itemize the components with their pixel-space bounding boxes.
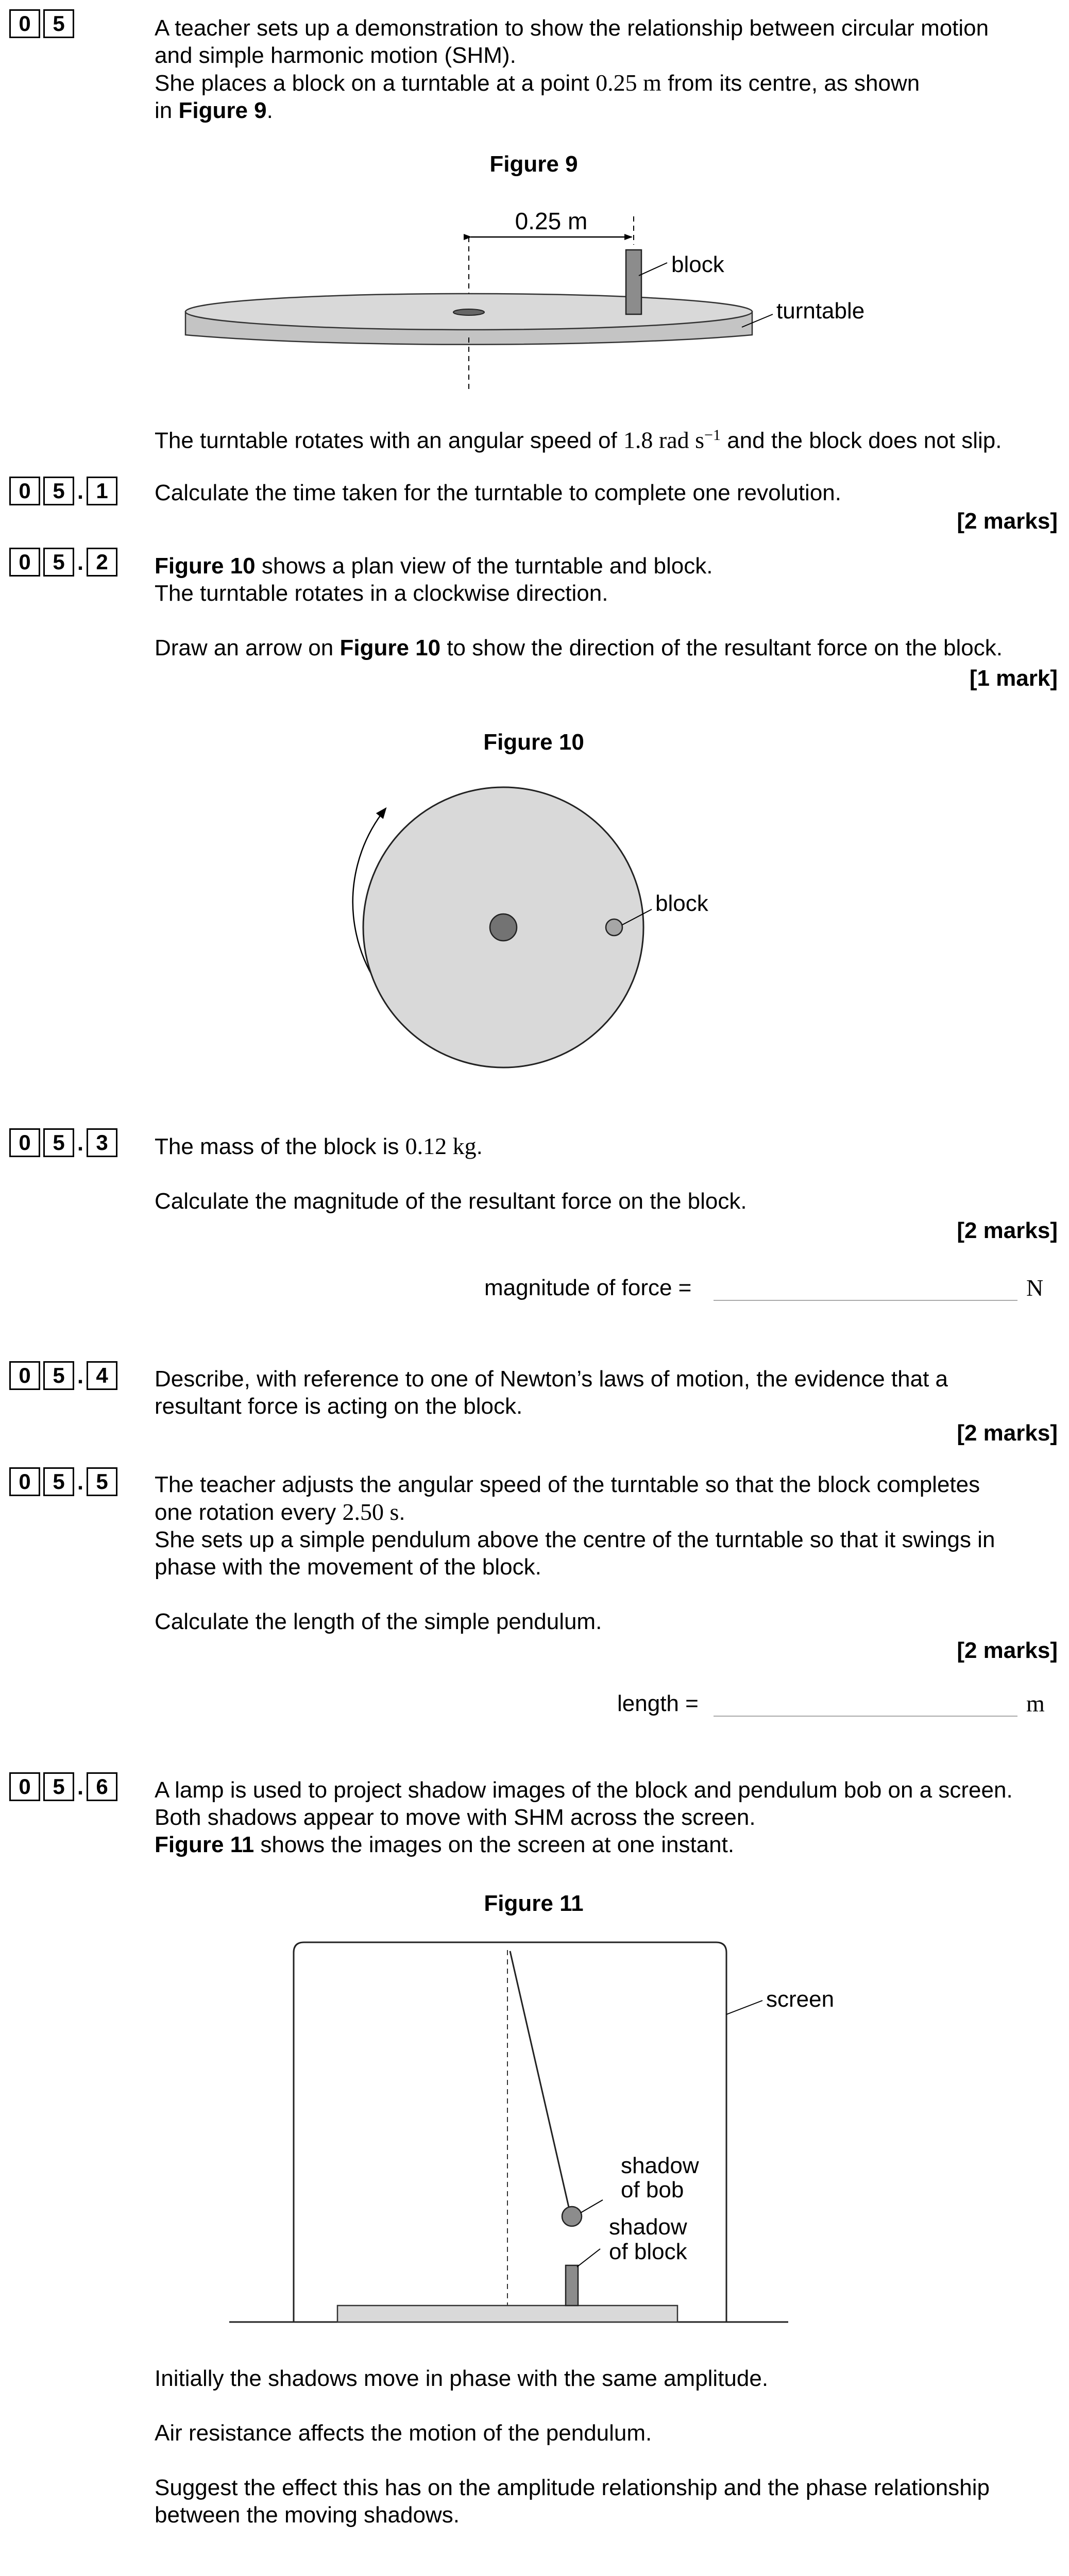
screen-label: screen (766, 1987, 835, 2012)
question-05-3-text: The mass of the block is 0.12 kg. Calculate the magnitude of the resultant force on the block. (155, 1133, 747, 1214)
question-number-05-4: 0 5 . 4 (9, 1361, 117, 1390)
shadow-of-block-label: of block (609, 2239, 687, 2264)
marks-05-4: [2 marks] (957, 1420, 1058, 1446)
block (606, 919, 622, 936)
figure-reference: Figure 11 (155, 1832, 254, 1857)
mass-value: 0.12 kg (405, 1133, 477, 1159)
distance-value: 0.25 m (596, 70, 661, 96)
shadow-of-bob-label: of bob (621, 2177, 684, 2202)
marks-05-2: [1 mark] (969, 666, 1058, 691)
question-digit: 3 (87, 1128, 117, 1157)
question-digit: 2 (87, 548, 117, 577)
block-label: block (655, 891, 708, 916)
question-05-6-text: A lamp is used to project shadow images of the block and pendulum bob on a screen. Both shadows appear to move with SHM across the screen. Figure 11 shows the images on the screen at one instant. (155, 1777, 1013, 1857)
figure-10-diagram[interactable] (309, 778, 773, 1066)
intro-line: She places a block on a turntable at a point 0.25 m from its centre, as shown (155, 70, 920, 96)
intro-line: A teacher sets up a demonstration to show the relationship between circular motion (155, 15, 989, 41)
question-digit: 5 (43, 1128, 74, 1157)
marks-05-3: [2 marks] (957, 1218, 1058, 1243)
force-unit: N (1026, 1275, 1044, 1301)
figure-reference: Figure 10 (340, 635, 441, 660)
question-05-1-text: Calculate the time taken for the turntable to complete one revolution. (155, 480, 841, 505)
intro-line: in Figure 9. (155, 98, 273, 123)
figure-reference: Figure 10 (155, 553, 256, 579)
marks-05-1: [2 marks] (957, 509, 1058, 534)
question-digit: 1 (87, 477, 117, 505)
block-label: block (671, 252, 724, 277)
figure-reference: Figure 9 (178, 98, 267, 123)
question-digit: 0 (9, 548, 40, 577)
question-05-5-text: The teacher adjusts the angular speed of the turntable so that the block completes one rotation every 2.50 s. She sets up a simple pendulum above the centre of the turntable so that it swings in phase with the movement of the block. Calculate the length of the simple pendulum. (155, 1472, 995, 1634)
question-digit: 0 (9, 1361, 40, 1390)
turntable-spindle (453, 309, 484, 315)
question-digit: 6 (87, 1772, 117, 1801)
question-number-05-1: 0 5 . 1 (9, 477, 117, 505)
turntable-speed-sentence: The turntable rotates with an angular speed of 1.8 rad $s^{-1}$ and the block does not slip. (155, 427, 1002, 453)
question-05-2-text: Figure 10 shows a plan view of the turntable and block. The turntable rotates in a clockwise direction. Draw an arrow on Figure 10 to show the direction of the resultant force on the block. (155, 553, 1003, 660)
question-digit: 5 (43, 477, 74, 505)
figure-11-diagram (222, 1940, 891, 2336)
screen (294, 1942, 726, 2322)
intro-line: and simple harmonic motion (SHM). (155, 43, 516, 68)
question-number-05-6: 0 5 . 6 (9, 1772, 117, 1801)
force-answer-line[interactable] (714, 1275, 1017, 1301)
turntable-label: turntable (776, 298, 865, 324)
turntable-centre (490, 914, 517, 941)
bob-leader-line (581, 2200, 603, 2213)
angular-speed-value: 1.8 rad s (623, 427, 705, 453)
question-digit: 5 (43, 1772, 74, 1801)
question-05-6-instructions: Initially the shadows move in phase with the same amplitude. Air resistance affects the motion of the pendulum. Suggest the effect this has on the amplitude relationship and the phase relationship between the moving shadows. (155, 2366, 990, 2528)
dimension-label: 0.25 m (515, 208, 588, 234)
block-leader-line (639, 263, 667, 276)
period-value: 2.50 s (342, 1499, 399, 1525)
figure-10-title: Figure 10 (483, 730, 584, 755)
shadow-of-bob-label: shadow (621, 2153, 699, 2178)
length-unit: m (1026, 1690, 1045, 1717)
marks-05-5: [2 marks] (957, 1638, 1058, 1663)
question-number-05-5: 0 5 . 5 (9, 1467, 117, 1496)
screen-leader-line (726, 2001, 762, 2014)
question-digit: 0 (9, 477, 40, 505)
question-digit: 0 (9, 1467, 40, 1496)
question-05-intro (155, 14, 1061, 124)
question-digit: 0 (9, 1772, 40, 1801)
force-answer-label: magnitude of force = (484, 1275, 692, 1300)
question-number-05-2: 0 5 . 2 (9, 548, 117, 577)
shadow-of-block-label: shadow (609, 2214, 687, 2240)
figure-9-diagram (175, 191, 865, 397)
question-digit: 5 (87, 1467, 117, 1496)
figure-9-title: Figure 9 (489, 151, 578, 177)
turntable-shadow (337, 2306, 677, 2322)
block (626, 250, 641, 314)
bob-shadow (562, 2207, 582, 2226)
question-digit: 0 (9, 1128, 40, 1157)
figure-11-title: Figure 11 (484, 1891, 584, 1916)
length-answer-line[interactable] (714, 1691, 1017, 1717)
question-digit: 5 (43, 548, 74, 577)
question-digit: 5 (43, 9, 74, 38)
question-digit: 5 (43, 1361, 74, 1390)
question-digit: 0 (9, 9, 40, 38)
question-number-05 (9, 9, 74, 38)
length-answer-label: length = (617, 1691, 699, 1716)
question-05-4-text: Describe, with reference to one of Newton’s laws of motion, the evidence that a resultant force is acting on the block. (155, 1366, 948, 1419)
question-digit: 5 (43, 1467, 74, 1496)
block-leader-line (577, 2249, 600, 2267)
question-digit: 4 (87, 1361, 117, 1390)
block-shadow (566, 2265, 578, 2306)
pendulum-string-shadow (510, 1951, 570, 2214)
question-number-05-3: 0 5 . 3 (9, 1128, 117, 1157)
